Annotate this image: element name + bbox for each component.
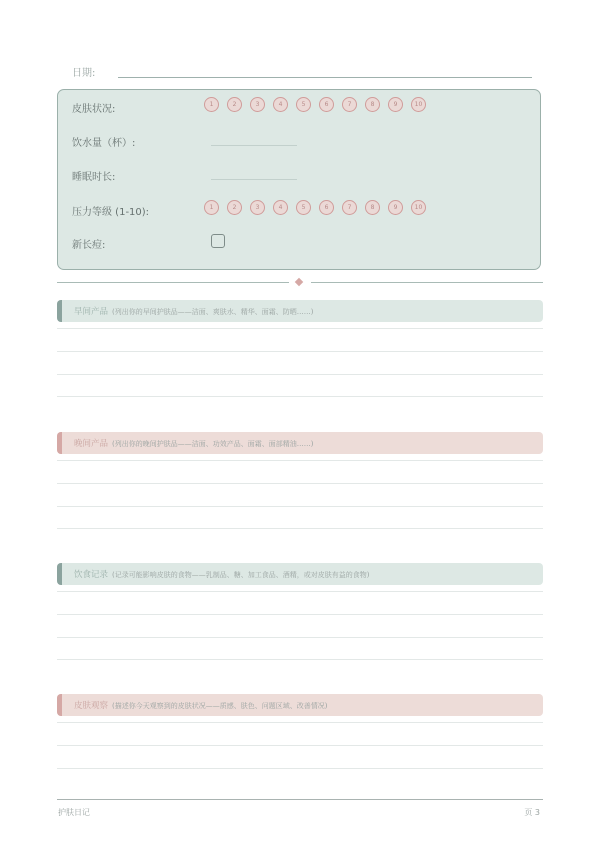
writing-line[interactable] [57,614,543,615]
writing-line[interactable] [57,374,543,375]
writing-line[interactable] [57,396,543,397]
date-label: 日期: [72,68,96,79]
section-description: (列出你的晚间护肤品——洁面、功效产品、面霜、面部精油……) [112,440,314,448]
writing-line[interactable] [57,768,543,769]
divider-left [57,282,289,283]
section-accent-bar [57,300,62,322]
stress-rating-circle[interactable]: 6 [319,200,334,215]
divider-right [311,282,543,283]
section-accent-bar [57,563,62,585]
skin-rating-circle[interactable]: 4 [273,97,288,112]
skin-rating-circle[interactable]: 5 [296,97,311,112]
section-title: 早间产品 (列出你的早间护肤品——洁面、爽肤水、精华、面霜、防晒……) [74,307,314,317]
water-intake-field[interactable] [211,145,297,146]
stress-rating-circle[interactable]: 10 [411,200,426,215]
section-accent-bar [57,432,62,454]
section-accent-bar [57,694,62,716]
date-input-line[interactable] [118,77,532,78]
writing-line[interactable] [57,351,543,352]
stress-level-row [72,200,532,220]
writing-line[interactable] [57,528,543,529]
stress-rating-circle[interactable]: 5 [296,200,311,215]
stress-rating-circle[interactable]: 4 [273,200,288,215]
new-breakout-row [72,233,532,253]
skin-condition-label: 皮肤状况: [72,104,116,115]
skin-rating-circle[interactable]: 1 [204,97,219,112]
writing-line[interactable] [57,460,543,461]
skin-rating-circle[interactable]: 3 [250,97,265,112]
section-description: (描述你今天观察到的皮肤状况——质感、肤色、问题区域、改善情况) [112,702,328,710]
new-breakout-label: 新长痘: [72,240,106,251]
stress-rating-circle[interactable]: 9 [388,200,403,215]
section-title: 晚间产品 (列出你的晚间护肤品——洁面、功效产品、面霜、面部精油……) [74,439,314,449]
skin-rating-circle[interactable]: 10 [411,97,426,112]
stress-rating-circle[interactable]: 2 [227,200,242,215]
footer-page-number: 页 3 [524,808,540,817]
diamond-ornament-icon [295,278,303,286]
writing-line[interactable] [57,722,543,723]
skin-rating-circle[interactable]: 9 [388,97,403,112]
writing-line[interactable] [57,328,543,329]
skin-condition-scale [204,97,434,112]
date-row [72,64,532,80]
writing-line[interactable] [57,637,543,638]
sleep-duration-field[interactable] [211,179,297,180]
water-intake-label: 饮水量（杯）: [72,138,136,149]
section-description: (列出你的早间护肤品——洁面、爽肤水、精华、面霜、防晒……) [112,308,314,316]
stress-rating-circle[interactable]: 7 [342,200,357,215]
section-evening-header [57,432,543,454]
skin-rating-circle[interactable]: 7 [342,97,357,112]
stress-rating-circle[interactable]: 3 [250,200,265,215]
daily-metrics-panel [57,89,541,270]
new-breakout-checkbox[interactable] [211,234,225,248]
water-intake-row [72,131,532,151]
skin-rating-circle[interactable]: 8 [365,97,380,112]
skin-condition-row [72,97,532,117]
writing-line[interactable] [57,659,543,660]
stress-level-label: 压力等级 (1-10): [72,207,150,218]
writing-line[interactable] [57,483,543,484]
skin-rating-circle[interactable]: 6 [319,97,334,112]
section-title: 皮肤观察 (描述你今天观察到的皮肤状况——质感、肤色、问题区域、改善情况) [74,701,328,711]
section-observations-header [57,694,543,716]
sleep-duration-label: 睡眠时长: [72,172,116,183]
section-description: (记录可能影响皮肤的食物——乳制品、糖、加工食品、酒精，或对皮肤有益的食物) [112,571,370,579]
section-diet-header [57,563,543,585]
stress-rating-circle[interactable]: 1 [204,200,219,215]
sleep-duration-row [72,165,532,185]
skin-rating-circle[interactable]: 2 [227,97,242,112]
footer-journal-title: 护肤日记 [58,808,90,817]
writing-line[interactable] [57,591,543,592]
footer-divider [57,799,543,800]
stress-rating-circle[interactable]: 8 [365,200,380,215]
stress-level-scale [204,200,434,215]
writing-line[interactable] [57,506,543,507]
section-morning-header [57,300,543,322]
section-title: 饮食记录 (记录可能影响皮肤的食物——乳制品、糖、加工食品、酒精，或对皮肤有益的食物) [74,570,370,580]
writing-line[interactable] [57,745,543,746]
